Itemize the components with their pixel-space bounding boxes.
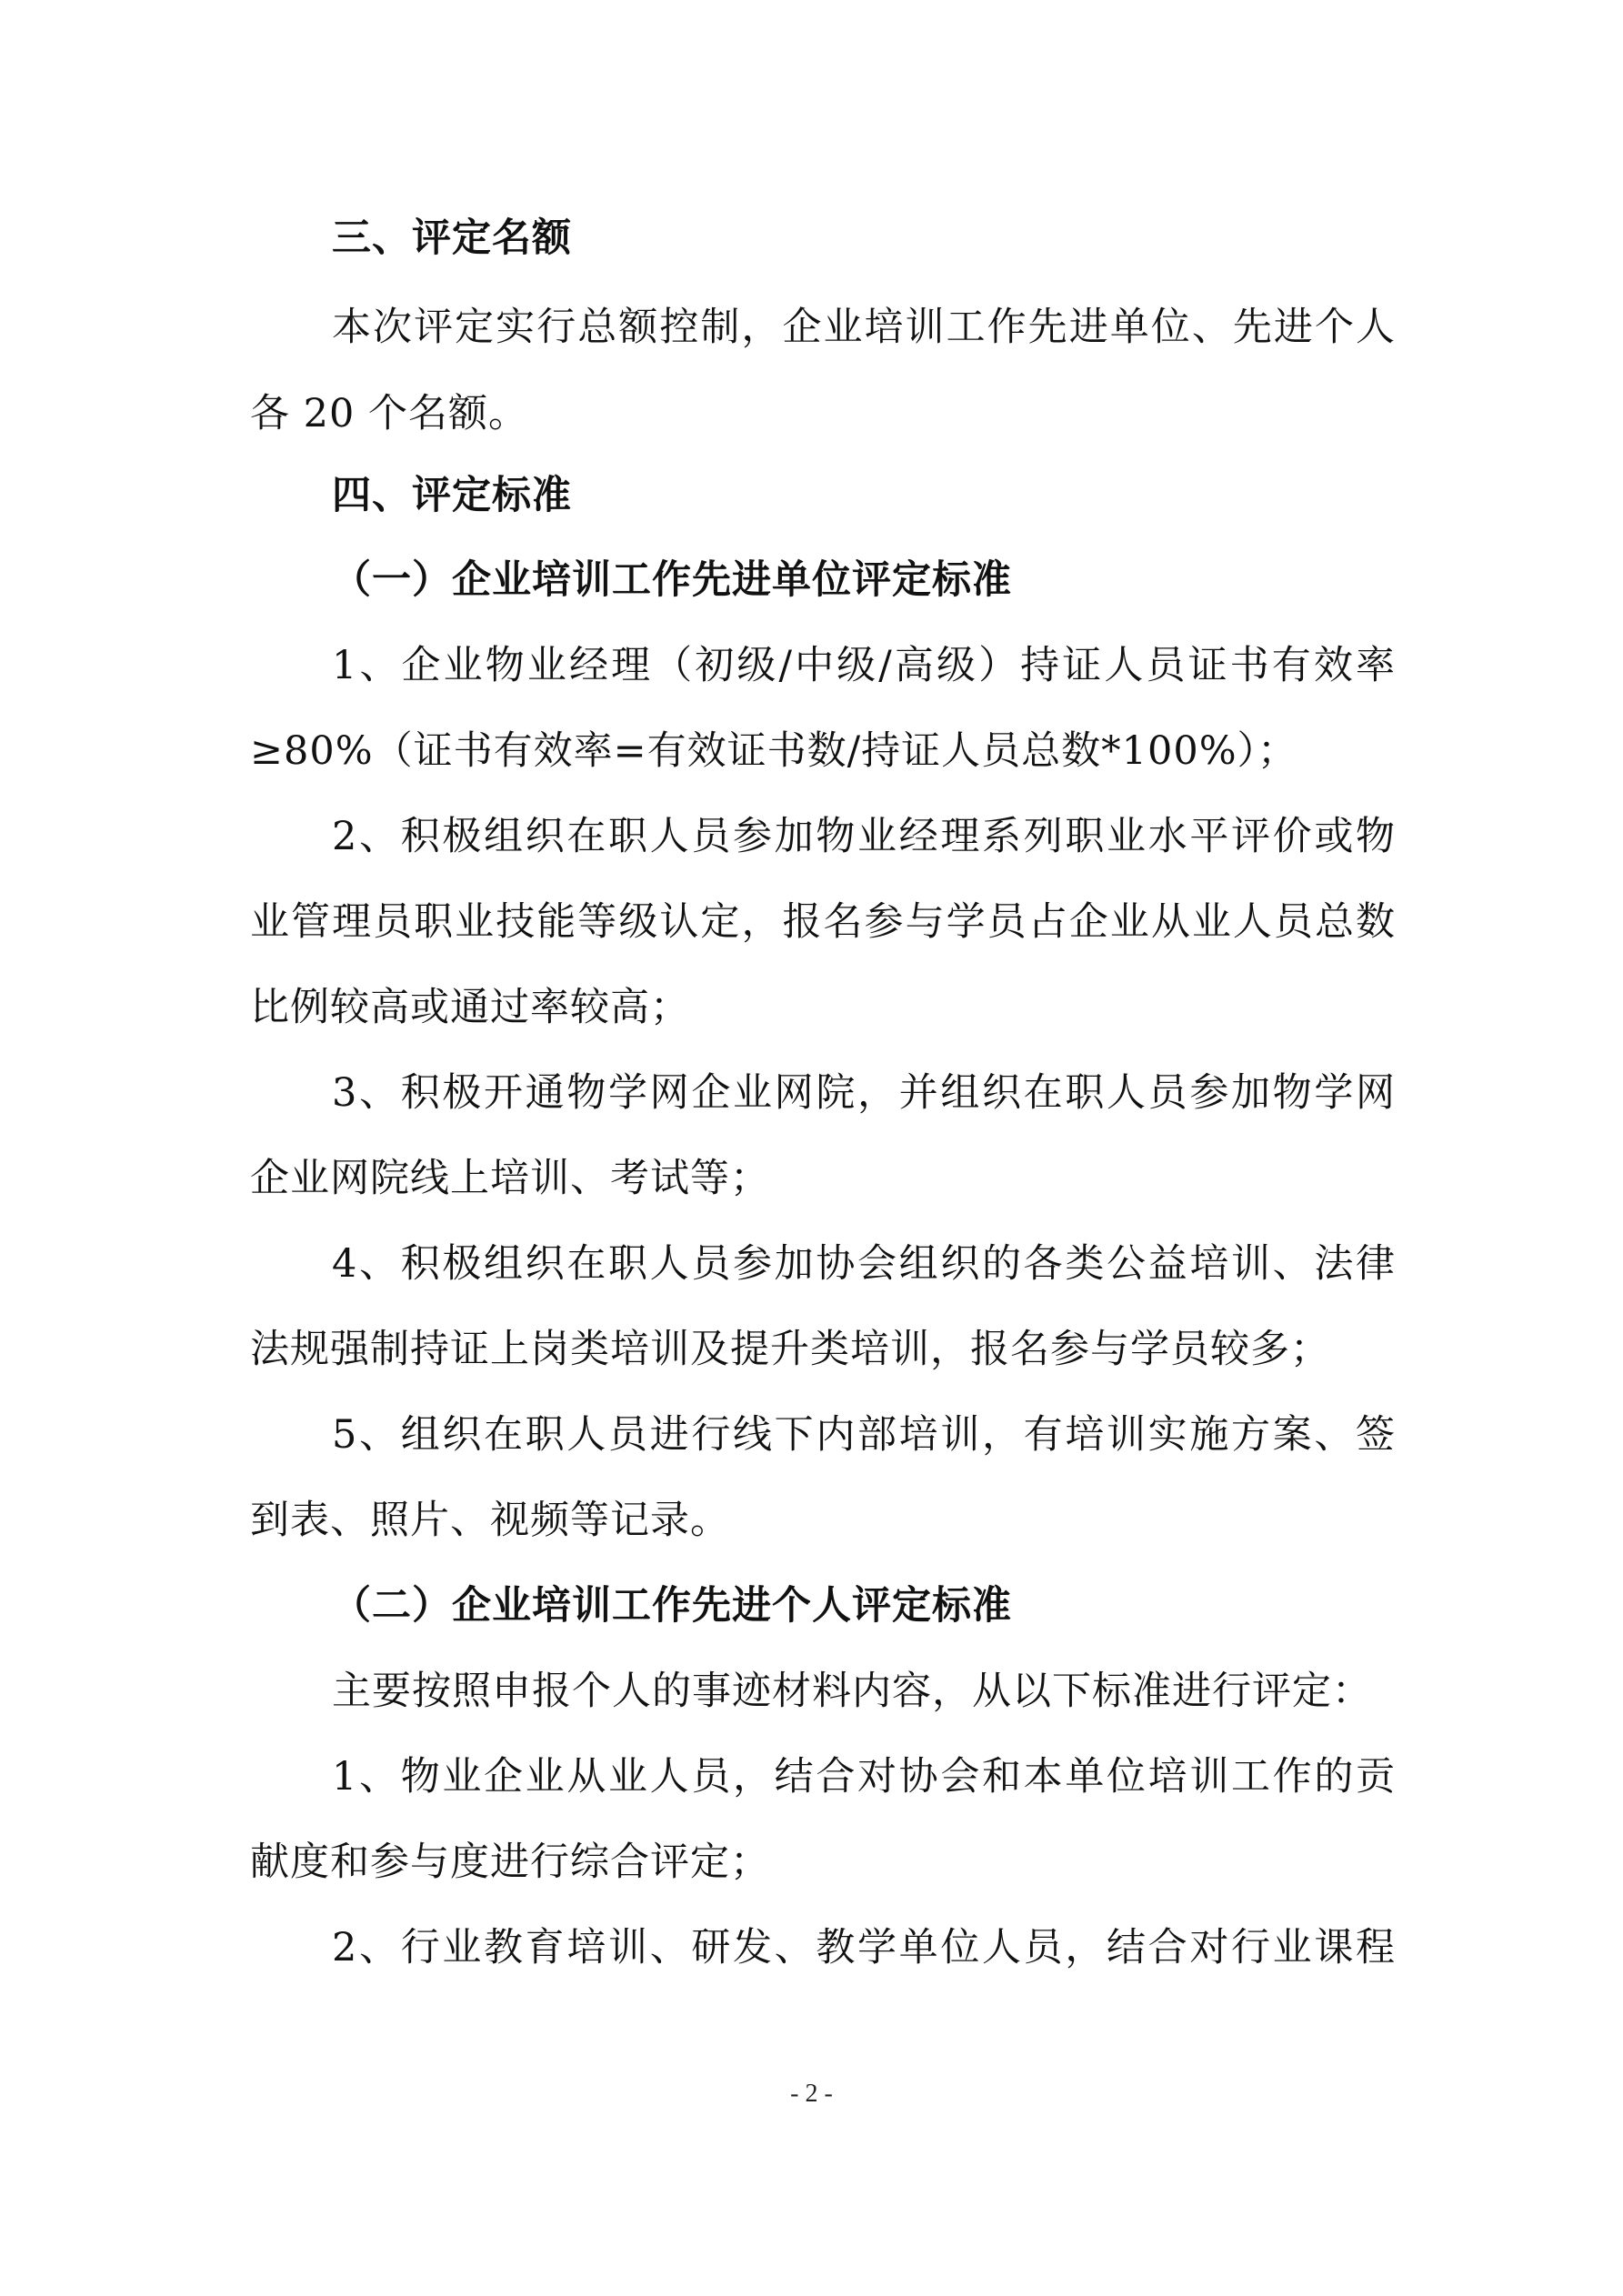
list-item-line: 2、行业教育培训、研发、教学单位人员，结合对行业课程 bbox=[332, 1925, 1396, 1970]
list-item-line: ≥80%（证书有效率=有效证书数/持证人员总数*100%）； bbox=[250, 728, 1298, 774]
list-item-line: 到表、照片、视频等记录。 bbox=[250, 1498, 730, 1543]
list-item-line: 5、组织在职人员进行线下内部培训，有培训实施方案、签 bbox=[332, 1412, 1396, 1458]
list-item-line: 法规强制持证上岗类培训及提升类培训，报名参与学员较多； bbox=[250, 1327, 1330, 1372]
list-item-line: 企业网院线上培训、考试等； bbox=[250, 1156, 770, 1201]
paragraph-line: 各 20 个名额。 bbox=[250, 391, 529, 436]
list-item-line: 3、积极开通物学网企业网院，并组织在职人员参加物学网 bbox=[332, 1070, 1396, 1116]
list-item-line: 比例较高或通过率较高； bbox=[250, 985, 690, 1030]
list-item-line: 4、积极组织在职人员参加协会组织的各类公益培训、法律 bbox=[332, 1241, 1396, 1287]
list-item-line: 献度和参与度进行综合评定； bbox=[250, 1840, 770, 1885]
list-item-line: 业管理员职业技能等级认定，报名参与学员占企业从业人员总数 bbox=[250, 899, 1396, 945]
list-item-line: 1、企业物业经理（初级/中级/高级）持证人员证书有效率 bbox=[332, 643, 1396, 688]
section-heading-criteria: 四、评定标准 bbox=[332, 473, 572, 518]
subsection-heading-units: （一）企业培训工作先进单位评定标准 bbox=[332, 557, 1012, 603]
subsection-heading-individuals: （二）企业培训工作先进个人评定标准 bbox=[332, 1583, 1012, 1629]
list-item-line: 1、物业企业从业人员，结合对协会和本单位培训工作的贡 bbox=[332, 1754, 1396, 1800]
paragraph-line: 主要按照申报个人的事迹材料内容，从以下标准进行评定： bbox=[332, 1669, 1372, 1714]
paragraph-line: 本次评定实行总额控制，企业培训工作先进单位、先进个人 bbox=[332, 305, 1396, 350]
section-heading-quota: 三、评定名额 bbox=[332, 216, 572, 261]
page-number: - 2 - bbox=[790, 2080, 833, 2108]
list-item-line: 2、积极组织在职人员参加物业经理系列职业水平评价或物 bbox=[332, 814, 1396, 859]
